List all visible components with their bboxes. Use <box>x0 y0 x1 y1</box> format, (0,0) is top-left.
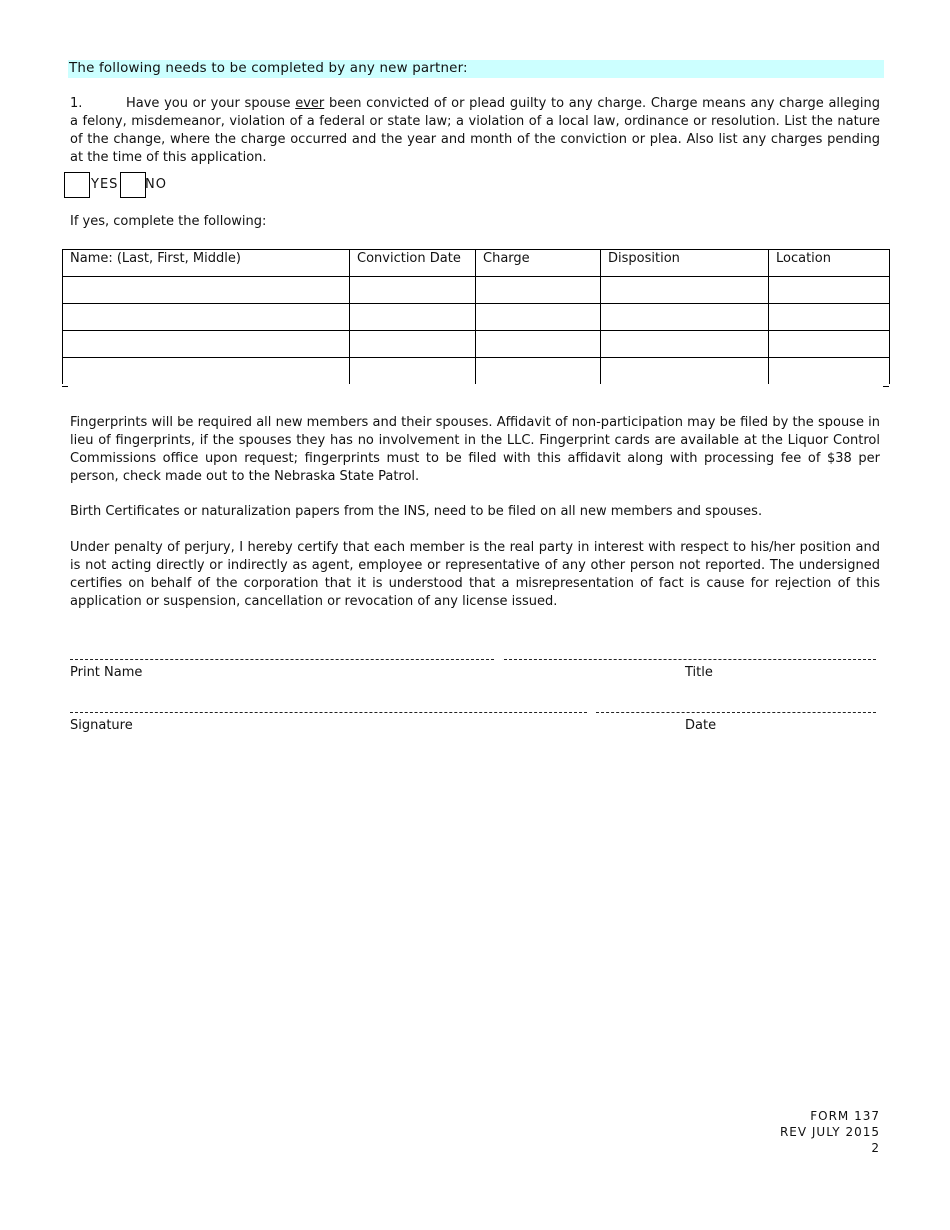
header-location: Location <box>769 250 890 277</box>
header-charge: Charge <box>476 250 601 277</box>
date-label: Date <box>685 718 717 733</box>
question-text-rest: been convicted of or plead guilty to any charge. Charge means any charge alleging a felony, misdemeanor, violation of a federal or state law; a violation of a local law, ordinance or resolution. List the nature of the change, where the charge occurred and the year and month of the conviction or plea. Also list any charges pending at the time of this application. <box>70 96 880 165</box>
cell-location[interactable] <box>769 358 890 385</box>
cell-name[interactable] <box>63 304 350 331</box>
question-underlined-word: ever <box>295 96 325 111</box>
question-1 <box>70 95 880 167</box>
header-name: Name: (Last, First, Middle) <box>63 250 350 277</box>
signature-label: Signature <box>70 718 133 733</box>
convictions-table <box>62 249 890 384</box>
title-line[interactable] <box>504 659 876 660</box>
date-line[interactable] <box>596 712 876 713</box>
cell-charge[interactable] <box>476 358 601 385</box>
page-number: 2 <box>871 1141 880 1155</box>
cell-charge[interactable] <box>476 277 601 304</box>
yes-label: YES <box>91 177 119 192</box>
table-row <box>63 331 890 358</box>
cell-charge[interactable] <box>476 304 601 331</box>
certification-paragraph: Under penalty of perjury, I hereby certify that each member is the real party in interest with respect to his/her position and is not acting directly or indirectly as agent, employee or representative of any other person not reported. The undersigned certifies on behalf of the corporation that it is understood that a misrepresentation of fact is cause for rejection of this application or suspension, cancellation or revocation of any license issued. <box>70 540 880 609</box>
cell-conviction-date[interactable] <box>350 304 476 331</box>
if-yes-instruction: If yes, complete the following: <box>70 214 267 229</box>
cell-disposition[interactable] <box>601 277 769 304</box>
header-conviction-date: Conviction Date <box>350 250 476 277</box>
fingerprints-paragraph: Fingerprints will be required all new members and their spouses. Affidavit of non-participation may be filed by the spouse in lieu of fingerprints, if the spouses they has no involvement in the LLC. Fingerprint cards are available at the Liquor Control Commissions office upon request; fingerprints must to be filed with this affidavit along with processing fee of $38 per person, check made out to the Nebraska State Patrol. <box>70 415 880 484</box>
print-name-line[interactable] <box>70 659 494 660</box>
no-checkbox[interactable] <box>120 172 146 198</box>
question-number: 1. <box>70 96 83 111</box>
table-corner-mark <box>62 386 68 387</box>
table-row <box>63 304 890 331</box>
question-text-start: Have you or your spouse <box>126 96 296 111</box>
cell-disposition[interactable] <box>601 304 769 331</box>
cell-conviction-date[interactable] <box>350 277 476 304</box>
cell-location[interactable] <box>769 304 890 331</box>
table-row <box>63 358 890 385</box>
cell-charge[interactable] <box>476 331 601 358</box>
table-header-row <box>63 250 890 277</box>
birth-certificates-paragraph: Birth Certificates or naturalization papers from the INS, need to be filed on all new members and spouses. <box>70 504 763 519</box>
header-disposition: Disposition <box>601 250 769 277</box>
table-row <box>63 277 890 304</box>
cell-conviction-date[interactable] <box>350 331 476 358</box>
table-corner-mark <box>883 386 889 387</box>
form-number: FORM 137 <box>810 1109 880 1123</box>
cell-location[interactable] <box>769 277 890 304</box>
cell-name[interactable] <box>63 331 350 358</box>
no-label: NO <box>145 177 167 192</box>
cell-name[interactable] <box>63 358 350 385</box>
cell-conviction-date[interactable] <box>350 358 476 385</box>
cell-name[interactable] <box>63 277 350 304</box>
cell-disposition[interactable] <box>601 331 769 358</box>
form-revision: REV JULY 2015 <box>779 1125 880 1139</box>
yes-checkbox[interactable] <box>64 172 90 198</box>
print-name-label: Print Name <box>70 665 143 680</box>
cell-location[interactable] <box>769 331 890 358</box>
signature-line[interactable] <box>70 712 587 713</box>
section-header: The following needs to be completed by any new partner: <box>68 60 884 78</box>
title-label: Title <box>685 665 713 680</box>
cell-disposition[interactable] <box>601 358 769 385</box>
